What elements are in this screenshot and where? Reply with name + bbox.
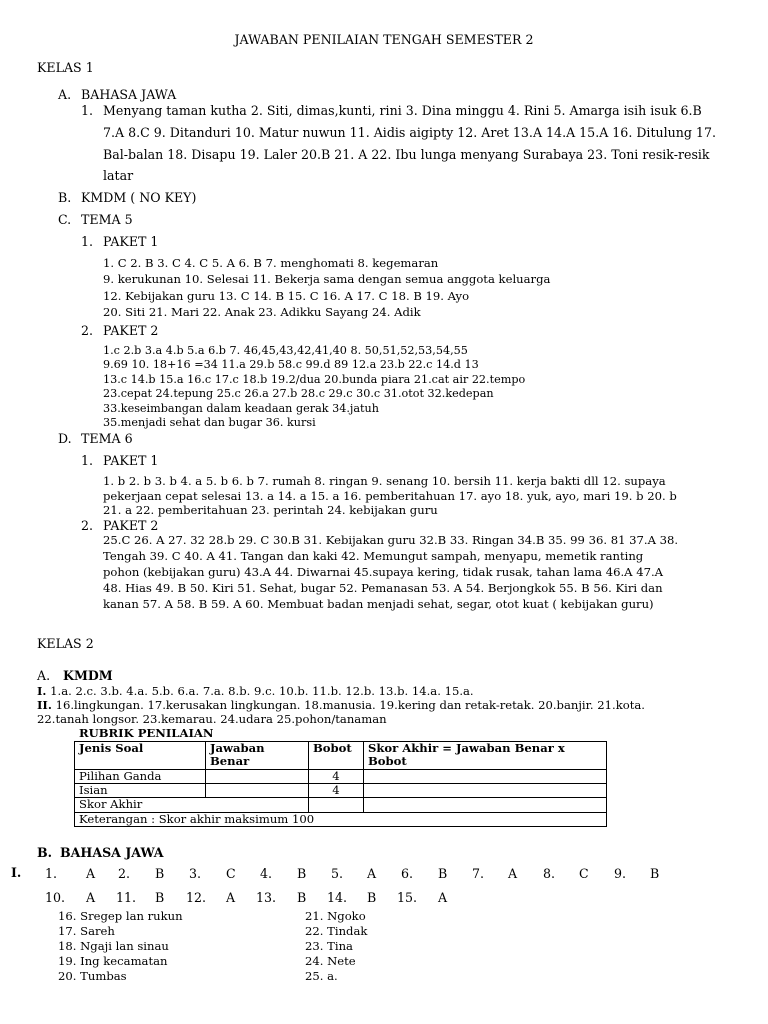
question-number: 14. [327, 890, 348, 905]
section-marker: A. [37, 668, 51, 683]
section-label-bahasa-jawa: BAHASA JAWA [81, 87, 177, 102]
answer-line: 20. Tumbas [58, 969, 127, 983]
kelas1-heading: KELAS 1 [37, 60, 94, 75]
table-cell [309, 798, 364, 812]
table-cell: Skor Akhir [75, 798, 309, 812]
mc-answer-row-1 [0, 866, 768, 884]
answer-line: Tengah 39. C 40. A 41. Tangan dan kaki 42. Memungut sampah, menyapu, memetik ranting [103, 549, 644, 563]
table-row [75, 798, 607, 812]
answer-line: Menyang taman kutha 2. Siti, dimas,kunti, rini 3. Dina minggu 4. Rini 5. Amarga isih isuk 6.B [103, 103, 702, 118]
question-number: 3. [189, 866, 202, 881]
answer-line: 23. Tina [305, 939, 353, 953]
item-number: 1. [81, 103, 94, 118]
question-number: 12. [186, 890, 207, 905]
answer-line: 17. Sareh [58, 924, 115, 938]
section-marker: A. [58, 87, 72, 102]
answer-line: 33.keseimbangan dalam keadaan gerak 34.jatuh [103, 402, 379, 415]
answer-line: 21. a 22. pemberitahuan 23. perintah 24. kebijakan guru [103, 503, 438, 517]
table-header: Skor Akhir = Jawaban Benar x Bobot [364, 742, 607, 770]
answer-letter: C [579, 866, 589, 881]
answer-line: 9. kerukunan 10. Selesai 11. Bekerja sama dengan semua anggota keluarga [103, 272, 551, 286]
section-label-tema5: TEMA 5 [81, 212, 133, 227]
answer-line: 1. C 2. B 3. C 4. C 5. A 6. B 7. menghomati 8. kegemaran [103, 256, 439, 270]
question-number: 1. [45, 866, 58, 881]
answer-letter: B [297, 866, 307, 881]
answer-letter: A [86, 866, 96, 881]
rubrik-table [74, 741, 607, 827]
answer-line: pekerjaan cepat selesai 13. a 14. a 15. a 16. pemberitahuan 17. ayo 18. yuk, ayo, mari 19. b 20. b [103, 489, 677, 503]
answer-letter: B [155, 866, 165, 881]
answer-line: 22.tanah longsor. 23.kemarau. 24.udara 25.pohon/tanaman [37, 712, 387, 726]
table-header-row [75, 742, 607, 770]
answer-line: 25.C 26. A 27. 32 28.b 29. C 30.B 31. Kebijakan guru 32.B 33. Ringan 34.B 35. 99 36. 81 37.A 38. [103, 533, 679, 547]
answer-line: 13.c 14.b 15.a 16.c 17.c 18.b 19.2/dua 20.bunda piara 21.cat air 22.tempo [103, 373, 526, 386]
answer-line: 35.menjadi sehat dan bugar 36. kursi [103, 416, 316, 429]
answer-letter: A [226, 890, 236, 905]
answer-letter: B [367, 890, 377, 905]
table-cell: Isian [75, 783, 206, 797]
table-cell [364, 769, 607, 783]
question-number: 15. [397, 890, 418, 905]
table-cell: Pilihan Ganda [75, 769, 206, 783]
answer-line: 24. Nete [305, 954, 356, 968]
answer-line: Bal-balan 18. Disapu 19. Laler 20.B 21. A 22. Ibu lunga menyang Surabaya 23. Toni resik-resik [103, 147, 710, 162]
answer-letter: A [508, 866, 518, 881]
answer-line: 48. Hias 49. B 50. Kiri 51. Sehat, bugar 52. Pemanasan 53. A 54. Berjongkok 55. B 56. Kiri dan [103, 581, 663, 595]
section-marker: B. [58, 190, 72, 205]
answer-line: latar [103, 168, 134, 183]
paket-number: 2. [81, 323, 94, 338]
table-row [75, 812, 607, 826]
rubrik-title: RUBRIK PENILAIAN [79, 726, 214, 740]
paket-label: PAKET 1 [103, 453, 159, 468]
answer-letter: B [650, 866, 660, 881]
table-cell [364, 798, 607, 812]
question-number: 11. [116, 890, 137, 905]
question-number: 7. [472, 866, 485, 881]
answer-line: 9.69 10. 18+16 =34 11.a 29.b 58.c 99.d 89 12.a 23.b 22.c 14.d 13 [103, 358, 479, 371]
answer-line: 19. Ing kecamatan [58, 954, 168, 968]
answer-letter: B [297, 890, 307, 905]
answer-line: 7.A 8.C 9. Ditanduri 10. Matur nuwun 11. Aidis aigipty 12. Aret 13.A 14.A 15.A 16. Ditulung 17. [103, 125, 716, 140]
answer-letter: B [155, 890, 165, 905]
kmdm-part-i [37, 685, 474, 698]
table-cell [206, 783, 309, 797]
section-label-kmdm: KMDM [63, 668, 113, 683]
answer-line: 23.cepat 24.tepung 25.c 26.a 27.b 28.c 29.c 30.c 31.otot 32.kedepan [103, 387, 494, 400]
table-header: Jawaban Benar [206, 742, 309, 770]
section-label-tema6: TEMA 6 [81, 431, 133, 446]
answer-line: 16. Sregep lan rukun [58, 909, 183, 923]
paket-number: 1. [81, 234, 94, 249]
answer-letter: A [438, 890, 448, 905]
question-number: 2. [118, 866, 131, 881]
question-number: 10. [45, 890, 66, 905]
section-label-bahasa-jawa: BAHASA JAWA [60, 845, 164, 860]
paket-label: PAKET 2 [103, 518, 159, 533]
kelas2-heading: KELAS 2 [37, 636, 94, 651]
answer-letter: B [438, 866, 448, 881]
table-row [75, 783, 607, 797]
answer-line: 1. b 2. b 3. b 4. a 5. b 6. b 7. rumah 8. ringan 9. senang 10. bersih 11. kerja bakti dll 12. supaya [103, 474, 666, 488]
mc-answer-row-2 [0, 890, 768, 908]
kmdm-part-ii [37, 699, 645, 712]
table-cell: Keterangan : Skor akhir maksimum 100 [75, 812, 607, 826]
page-title: JAWABAN PENILAIAN TENGAH SEMESTER 2 [234, 32, 534, 47]
answer-letter: A [367, 866, 377, 881]
answer-line: 1.c 2.b 3.a 4.b 5.a 6.b 7. 46,45,43,42,41,40 8. 50,51,52,53,54,55 [103, 344, 468, 357]
table-cell [206, 769, 309, 783]
table-cell: 4 [309, 769, 364, 783]
section-marker: D. [58, 431, 72, 446]
roman-numeral: I. [11, 865, 22, 880]
table-header: Jenis Soal [75, 742, 206, 770]
answer-line: 18. Ngaji lan sinau [58, 939, 169, 953]
question-number: 5. [331, 866, 344, 881]
table-header: Bobot [309, 742, 364, 770]
answer-letter: A [86, 890, 96, 905]
answer-line: 20. Siti 21. Mari 22. Anak 23. Adikku Sayang 24. Adik [103, 305, 421, 319]
answer-letter: C [226, 866, 236, 881]
roman-numeral: II. [37, 698, 52, 712]
answer-line: 25. a. [305, 969, 338, 983]
paket-label: PAKET 1 [103, 234, 159, 249]
section-label-kmdm: KMDM ( NO KEY) [81, 190, 197, 205]
question-number: 6. [401, 866, 414, 881]
table-cell: 4 [309, 783, 364, 797]
paket-number: 1. [81, 453, 94, 468]
answer-line: 22. Tindak [305, 924, 368, 938]
paket-label: PAKET 2 [103, 323, 159, 338]
table-row [75, 769, 607, 783]
answer-line: kanan 57. A 58. B 59. A 60. Membuat badan menjadi sehat, segar, otot kuat ( kebijakan guru) [103, 597, 654, 611]
question-number: 13. [256, 890, 277, 905]
roman-numeral: I. [37, 684, 47, 698]
question-number: 9. [614, 866, 627, 881]
answer-line: 1.a. 2.c. 3.b. 4.a. 5.b. 6.a. 7.a. 8.b. 9.c. 10.b. 11.b. 12.b. 13.b. 14.a. 15.a. [46, 684, 474, 698]
section-marker: B. [37, 845, 53, 860]
answer-line: 12. Kebijakan guru 13. C 14. B 15. C 16. A 17. C 18. B 19. Ayo [103, 289, 470, 303]
question-number: 4. [260, 866, 273, 881]
section-marker: C. [58, 212, 72, 227]
question-number: 8. [543, 866, 556, 881]
paket-number: 2. [81, 518, 94, 533]
answer-line: 16.lingkungan. 17.kerusakan lingkungan. 18.manusia. 19.kering dan retak-retak. 20.banjir. 21.kota. [51, 698, 645, 712]
table-cell [364, 783, 607, 797]
answer-line: 21. Ngoko [305, 909, 366, 923]
answer-line: pohon (kebijakan guru) 43.A 44. Diwarnai 45.supaya kering, tidak rusak, tahan lama 46.A 47.A [103, 565, 664, 579]
